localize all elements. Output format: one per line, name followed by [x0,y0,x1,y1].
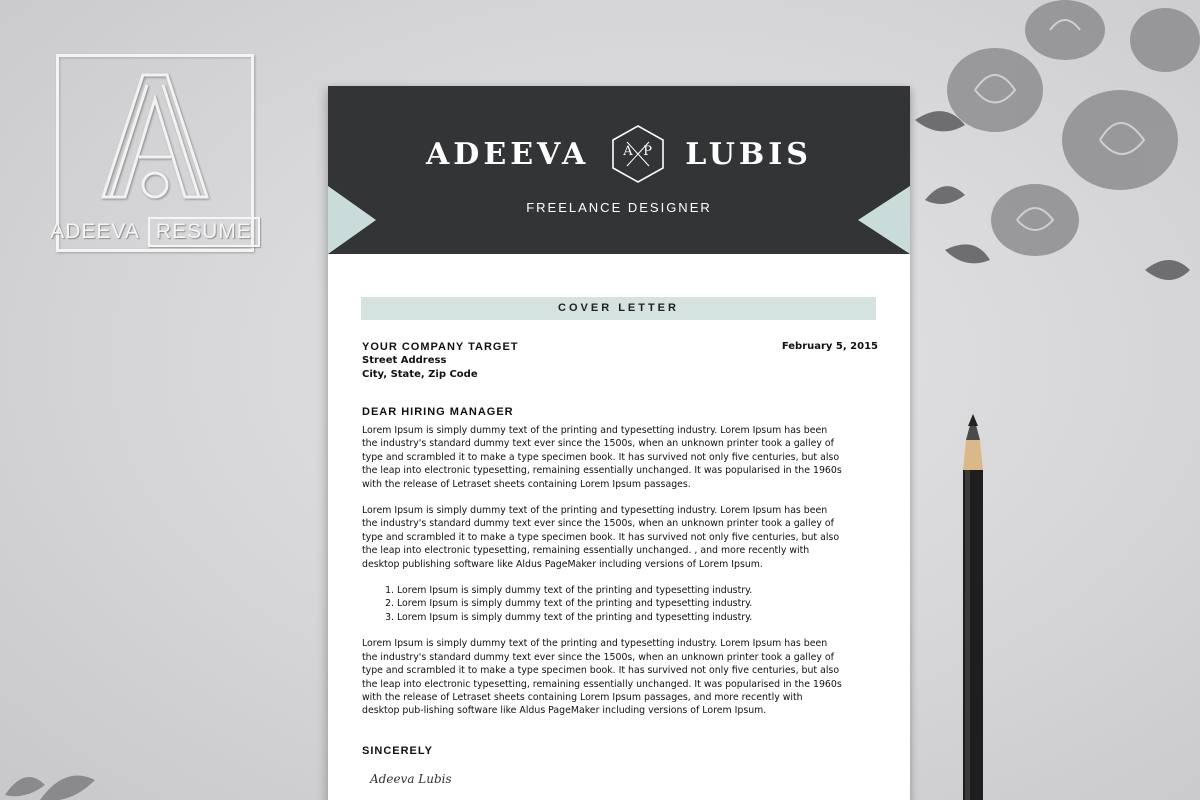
job-title: FREELANCE DESIGNER [526,200,712,215]
brand-logo [50,54,254,252]
recipient-company: YOUR COMPANY TARGET [362,341,519,353]
recipient-city: City, State, Zip Code [362,369,478,380]
header-triangle-right [858,186,910,254]
first-name: ADEEVA [426,136,590,172]
body-paragraph: Lorem Ipsum is simply dummy text of the printing and typesetting industry. Lorem Ipsum has been the industry's standard dummy text ever since the 1500s, when an unknown printer took a galley of type and scrambled it to make a type specimen book. It has survived not only five centuries, but also the leap into electronic typesetting, remaining essentially unchanged. , and more recently with desktop publishing software like Aldus PageMaker including versions of Lorem Ipsum. [362,505,840,570]
name-row [328,124,910,184]
body-paragraph: Lorem Ipsum is simply dummy text of the printing and typesetting industry. Lorem Ipsum has been the industry's standard dummy text ever since the 1500s, when an unknown printer took a galley of type and scrambled it to make a type specimen book. It has survived not only five centuries, but also the leap into electronic typesetting, remaining essentially unchanged. It was popularised in the 1960s with the release of Letraset sheets containing Lorem Ipsum passages, and more recently with desktop pub-lishing software like Aldus PageMaker including versions of Lorem Ipsum. [362,638,842,717]
monogram-right: P [643,144,653,159]
rose-leaves-icon [0,755,110,800]
brand-left-word: ADEEVA [50,220,140,243]
signature: Adeeva Lubis [370,771,452,786]
monogram-left: A [623,144,633,159]
list-item: 2. Lorem Ipsum is simply dummy text of the printing and typesetting industry. [397,597,878,610]
list-item: 3. Lorem Ipsum is simply dummy text of the printing and typesetting industry. [397,611,878,624]
hexagon-monogram-icon [609,124,667,184]
letter-date: February 5, 2015 [781,341,878,352]
recipient-street: Street Address [362,355,447,366]
pencil-icon [948,414,998,800]
section-title: COVER LETTER [361,297,876,320]
closing: SINCERELY [362,744,433,757]
brand-wordmark [50,215,252,249]
brand-letter-a-icon [59,57,251,217]
numbered-list [362,584,878,624]
salutation: DEAR HIRING MANAGER [362,406,514,418]
header-triangle-left [328,186,376,254]
body-paragraph: Lorem Ipsum is simply dummy text of the printing and typesetting industry. Lorem Ipsum has been the industry's standard dummy text ever since the 1500s, when an unknown printer took a galley of type and scrambled it to make a type specimen book. It has survived not only five centuries, but also the leap into electronic typesetting, remaining essentially unchanged. It was popularised in the 1960s with the release of Letraset sheets containing Lorem Ipsum passages. [362,425,842,490]
letter-header [328,86,910,254]
last-name: LUBIS [685,136,812,172]
list-item: 1. Lorem Ipsum is simply dummy text of the printing and typesetting industry. [397,584,878,597]
brand-right-word: RESUME [148,217,260,247]
cover-letter-page [328,86,910,800]
letter-body [362,340,878,786]
rose-bouquet-icon [905,0,1200,330]
